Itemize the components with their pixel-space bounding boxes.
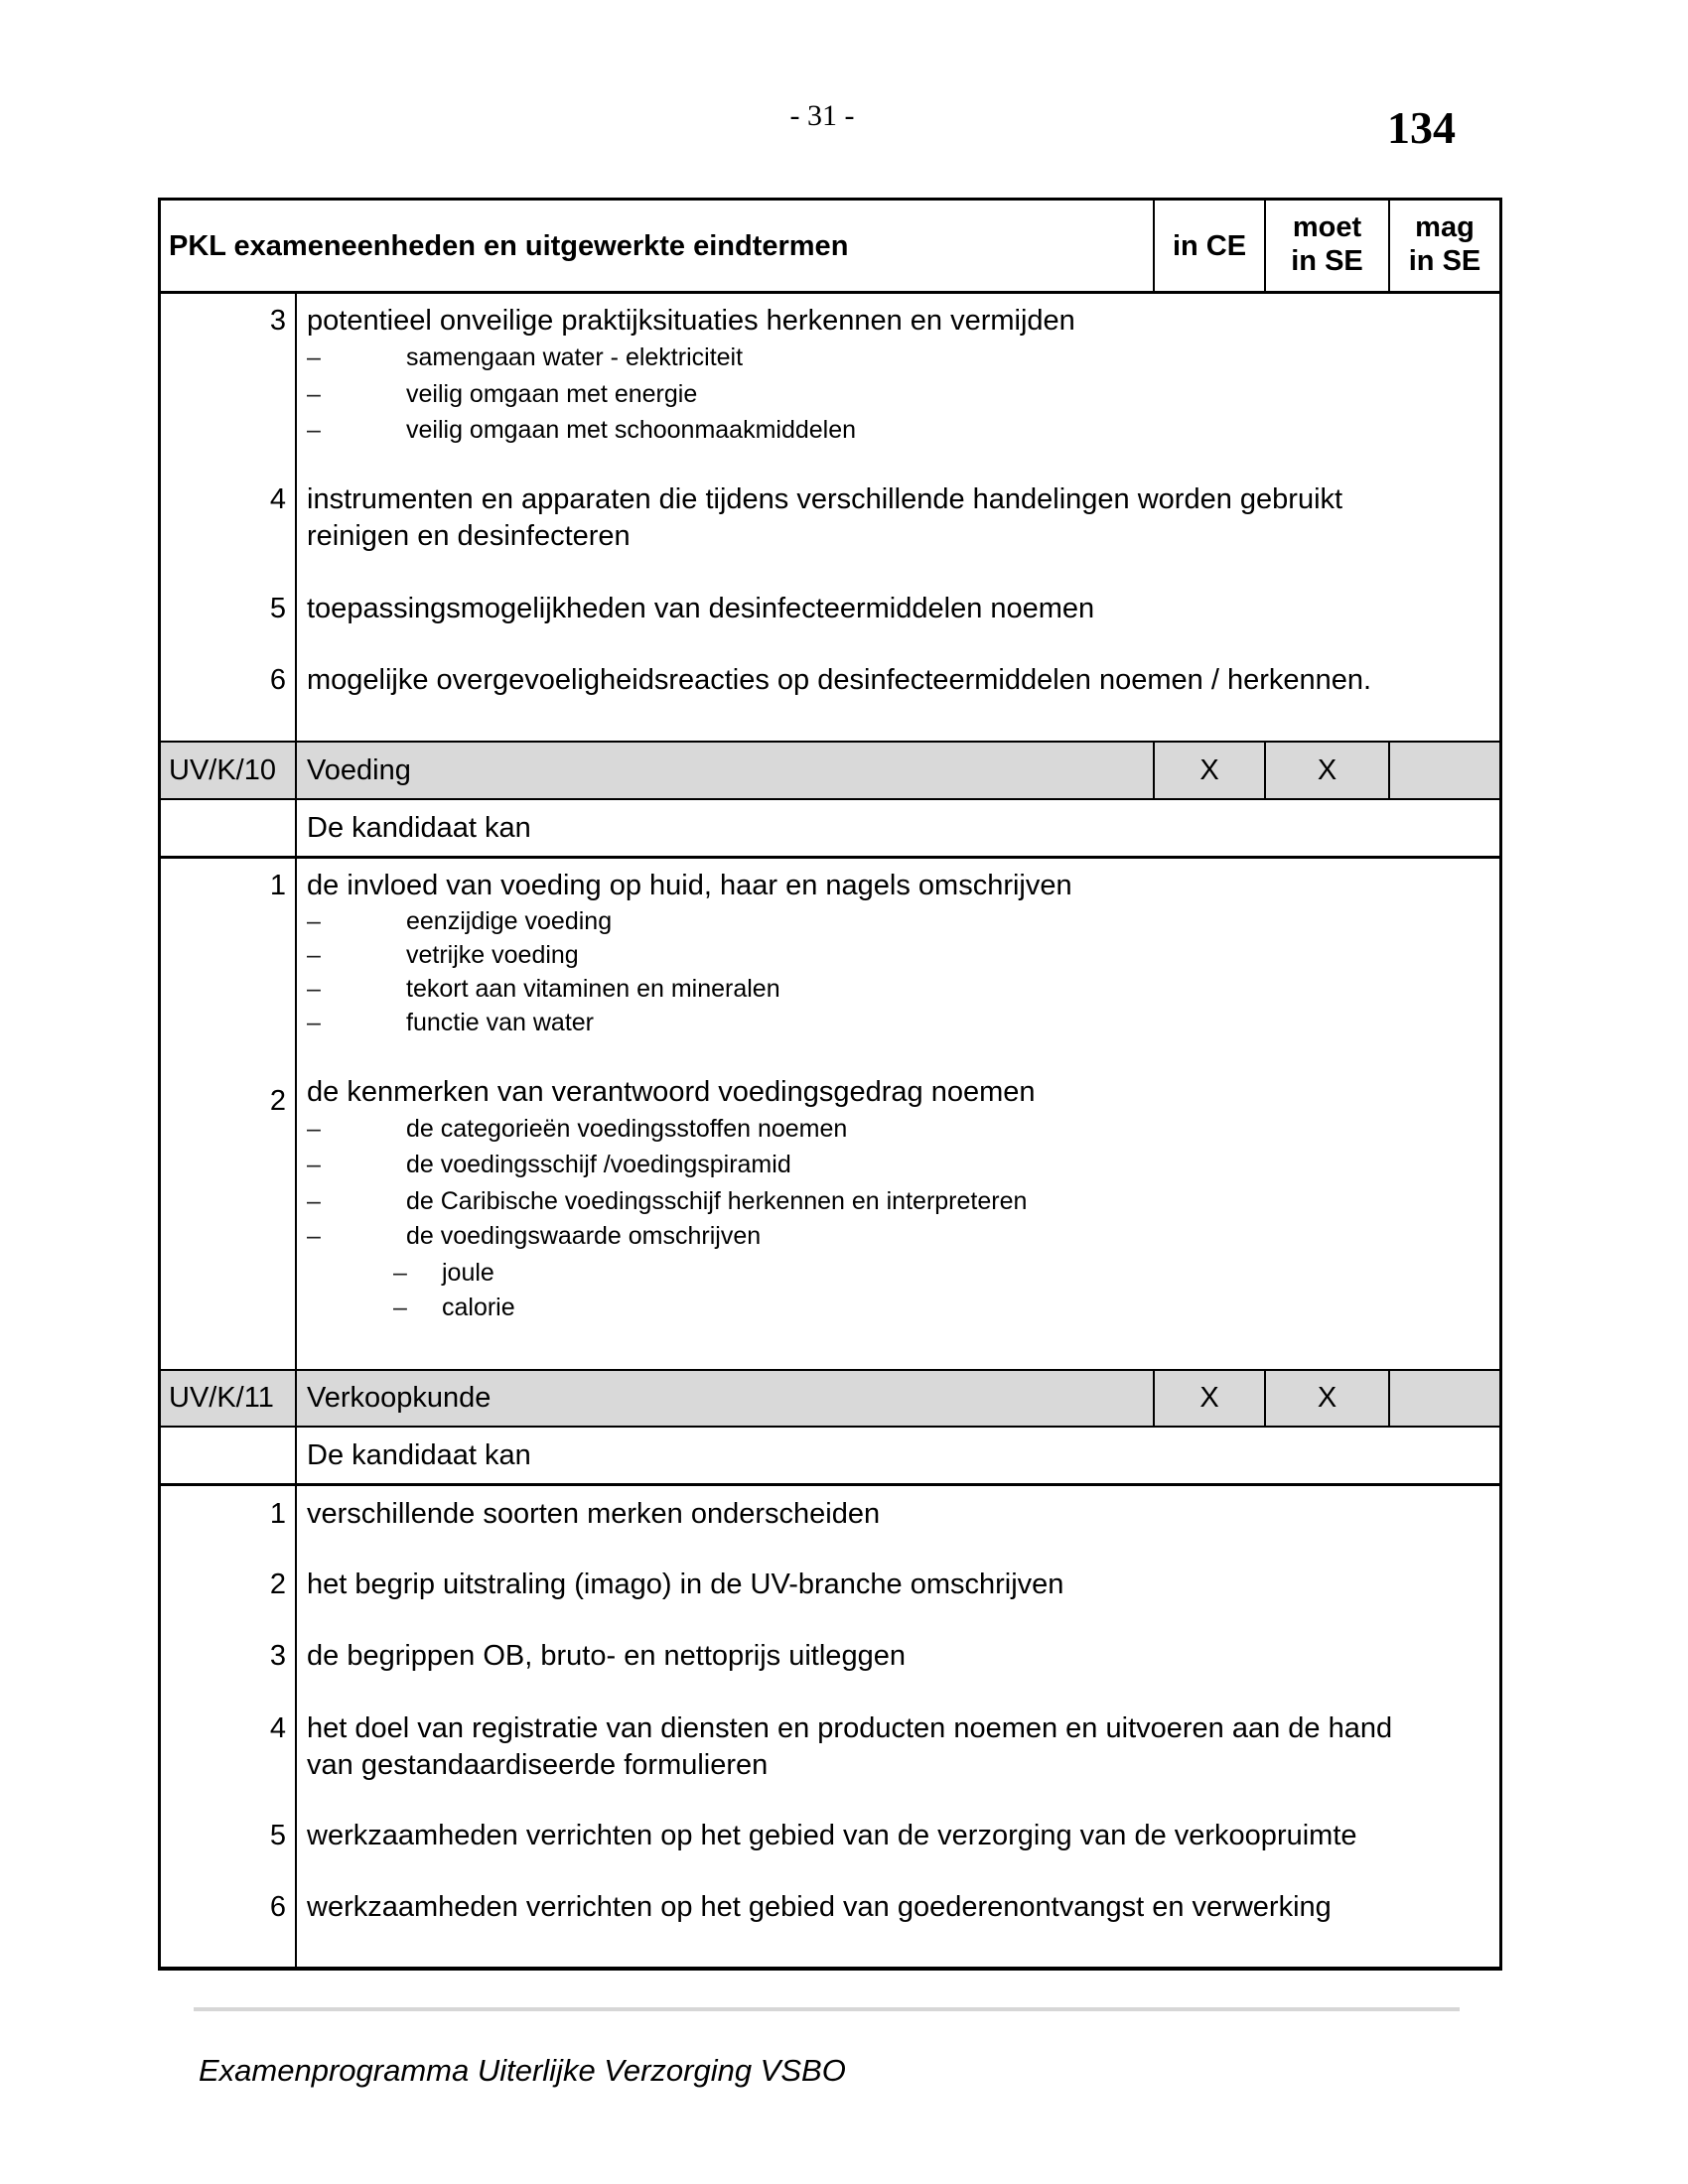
header-moet-line1: moet bbox=[1292, 211, 1362, 243]
unit-title: Voeding bbox=[307, 754, 411, 786]
item-number: 4 bbox=[269, 483, 286, 515]
item-text: potentieel onveilige praktijksituaties herkennen en vermijden bbox=[307, 305, 1075, 337]
item-number: 5 bbox=[269, 593, 286, 624]
item-number: 6 bbox=[269, 1891, 286, 1923]
item-text-line1: instrumenten en apparaten die tijdens verschillende handelingen worden gebruikt bbox=[307, 483, 1343, 515]
col-divider bbox=[1388, 742, 1390, 799]
page-number: - 31 - bbox=[789, 99, 855, 132]
dash-bullet: – bbox=[307, 941, 321, 969]
col-divider bbox=[1388, 1370, 1390, 1427]
item-number: 1 bbox=[269, 870, 286, 901]
dash-bullet: – bbox=[307, 416, 321, 444]
dash-bullet: – bbox=[307, 1009, 321, 1036]
table-header-title: PKL exameneenheden en uitgewerkte eindtermen bbox=[169, 230, 849, 262]
sub-item-text: functie van water bbox=[406, 1009, 594, 1036]
dash-bullet: – bbox=[307, 1151, 321, 1178]
header-divider bbox=[159, 291, 1501, 294]
unit-in-ce: X bbox=[1199, 1382, 1219, 1414]
dash-bullet: – bbox=[307, 1115, 321, 1143]
row-divider bbox=[159, 741, 1501, 743]
dash-bullet: – bbox=[307, 975, 321, 1003]
sub-item-text: de categorieën voedingsstoffen noemen bbox=[406, 1115, 848, 1143]
item-number: 1 bbox=[269, 1498, 286, 1530]
table-header-mag-in-se bbox=[1390, 210, 1499, 278]
item-number: 6 bbox=[269, 664, 286, 696]
footer-divider bbox=[194, 2007, 1460, 2011]
sub-item-text: samengaan water - elektriciteit bbox=[406, 343, 744, 371]
dash-bullet: – bbox=[307, 343, 321, 371]
unit-intro: De kandidaat kan bbox=[307, 812, 531, 844]
sub-sub-item-text: joule bbox=[442, 1259, 494, 1287]
item-number: 4 bbox=[269, 1712, 286, 1744]
unit-title: Verkoopkunde bbox=[307, 1382, 492, 1414]
row-divider bbox=[159, 798, 1501, 800]
unit-intro: De kandidaat kan bbox=[307, 1439, 531, 1471]
dash-bullet: – bbox=[307, 907, 321, 935]
sub-item-text: vetrijke voeding bbox=[406, 941, 579, 969]
dash-bullet: – bbox=[307, 380, 321, 408]
row-divider bbox=[159, 856, 1501, 859]
item-number: 2 bbox=[269, 1085, 286, 1117]
code-col-divider bbox=[295, 292, 297, 1969]
item-text: de invloed van voeding op huid, haar en nagels omschrijven bbox=[307, 870, 1072, 901]
header-mag-line2: in SE bbox=[1408, 245, 1481, 277]
item-text: de begrippen OB, bruto- en nettoprijs uitleggen bbox=[307, 1640, 906, 1672]
unit-code: UV/K/11 bbox=[169, 1382, 274, 1414]
item-text-line2: van gestandaardiseerde formulieren bbox=[307, 1749, 769, 1781]
unit-moet-in-se: X bbox=[1317, 754, 1337, 786]
document-number: 134 bbox=[1387, 102, 1456, 153]
item-number: 2 bbox=[269, 1569, 286, 1600]
item-text: werkzaamheden verrichten op het gebied van de verzorging van de verkoopruimte bbox=[307, 1820, 1357, 1851]
item-text-line1: het doel van registratie van diensten en producten noemen en uitvoeren aan de hand bbox=[307, 1712, 1393, 1744]
item-text: verschillende soorten merken onderscheiden bbox=[307, 1498, 881, 1530]
row-divider bbox=[159, 1369, 1501, 1371]
dash-bullet: – bbox=[393, 1259, 407, 1287]
sub-item-text: veilig omgaan met schoonmaakmiddelen bbox=[406, 416, 857, 444]
footer-title: Examenprogramma Uiterlijke Verzorging VSBO bbox=[199, 2053, 846, 2088]
row-divider bbox=[159, 1426, 1501, 1428]
table-border-top bbox=[159, 198, 1502, 201]
sub-item-text: eenzijdige voeding bbox=[406, 907, 613, 935]
header-mag-line1: mag bbox=[1415, 211, 1475, 243]
sub-item-text: veilig omgaan met energie bbox=[406, 380, 698, 408]
item-text-line2: reinigen en desinfecteren bbox=[307, 520, 631, 552]
sub-item-text: de voedingswaarde omschrijven bbox=[406, 1222, 762, 1250]
item-text: werkzaamheden verrichten op het gebied van goederenontvangst en verwerking bbox=[307, 1891, 1332, 1923]
unit-in-ce: X bbox=[1199, 754, 1219, 786]
table-header-in-ce: in CE bbox=[1172, 230, 1247, 262]
table-border-right bbox=[1499, 198, 1502, 1971]
item-text: mogelijke overgevoeligheidsreacties op desinfecteermiddelen noemen / herkennen. bbox=[307, 664, 1372, 696]
table-border-left bbox=[158, 198, 161, 1971]
sub-item-text: de Caribische voedingsschijf herkennen en interpreteren bbox=[406, 1187, 1028, 1215]
unit-moet-in-se: X bbox=[1317, 1382, 1337, 1414]
sub-sub-item-text: calorie bbox=[442, 1294, 515, 1321]
unit-code: UV/K/10 bbox=[169, 754, 276, 786]
item-text: toepassingsmogelijkheden van desinfecteermiddelen noemen bbox=[307, 593, 1095, 624]
row-divider bbox=[159, 1483, 1501, 1486]
dash-bullet: – bbox=[393, 1294, 407, 1321]
header-moet-line2: in SE bbox=[1291, 245, 1363, 277]
table-border-bottom bbox=[159, 1967, 1502, 1971]
dash-bullet: – bbox=[307, 1187, 321, 1215]
dash-bullet: – bbox=[307, 1222, 321, 1250]
item-number: 3 bbox=[269, 305, 286, 337]
item-text: de kenmerken van verantwoord voedingsgedrag noemen bbox=[307, 1076, 1036, 1108]
item-text: het begrip uitstraling (imago) in de UV-branche omschrijven bbox=[307, 1569, 1064, 1600]
item-number: 3 bbox=[269, 1640, 286, 1672]
sub-item-text: de voedingsschijf /voedingspiramid bbox=[406, 1151, 791, 1178]
sub-item-text: tekort aan vitaminen en mineralen bbox=[406, 975, 780, 1003]
table-header-moet-in-se bbox=[1266, 210, 1388, 278]
item-number: 5 bbox=[269, 1820, 286, 1851]
